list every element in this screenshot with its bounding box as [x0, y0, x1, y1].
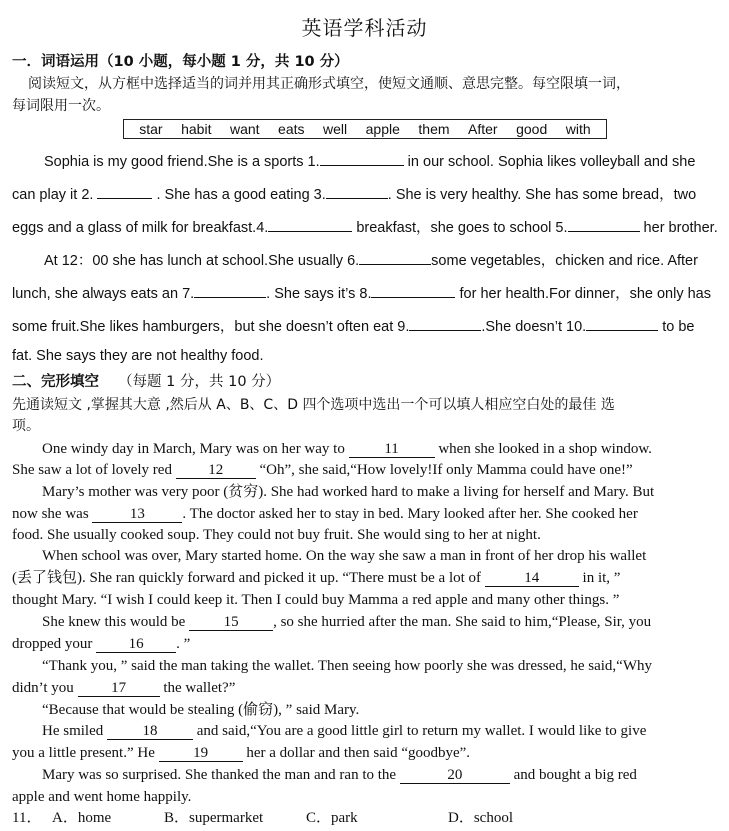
cloze-line: [42, 439, 717, 459]
cloze-text: She knew this would be: [42, 614, 190, 630]
option-a[interactable]: A．home: [52, 810, 112, 826]
cloze-text: and bought a big red: [509, 767, 637, 783]
passage1-line: [12, 183, 717, 205]
answer-blank-5[interactable]: [568, 216, 640, 232]
word-bank-item: them: [418, 121, 450, 137]
cloze-text: , so she hurried after the man. She said to him,“Please, Sir, you: [273, 614, 652, 630]
cloze-text: the wallet?”: [159, 680, 236, 696]
section2-heading: [12, 372, 717, 392]
cloze-line: [12, 460, 717, 480]
passage-text: Sophia is my good friend.She is a sports 1.: [44, 154, 320, 170]
cloze-text: in it, ”: [578, 570, 621, 586]
question-number: 11．: [12, 810, 42, 826]
cloze-line: [12, 504, 717, 524]
cloze-text: He smiled: [42, 723, 107, 739]
word-bank-item: habit: [181, 121, 212, 137]
word-bank-box: [123, 119, 607, 139]
cloze-blank-18[interactable]: 18: [107, 723, 193, 740]
passage-text: some vegetables，chicken and rice. After: [431, 253, 698, 269]
cloze-line: thought Mary. “I wish I could keep it. Then I could buy Mamma a red apple and many other things. ”: [12, 592, 620, 608]
passage-text: for her health.For dinner，she only has: [455, 286, 711, 302]
cloze-blank-14[interactable]: 14: [485, 570, 579, 587]
passage1-line: [12, 315, 717, 337]
answer-blank-6[interactable]: [359, 249, 431, 265]
section2-title: 二、完形填空: [12, 374, 99, 390]
cloze-line: [12, 634, 717, 654]
cloze-blank-20[interactable]: 20: [400, 767, 510, 784]
section1-heading: 一．词语运用（10 小题，每小题 1 分，共 10 分）: [12, 54, 349, 70]
cloze-line: [12, 678, 717, 698]
cloze-text: Mary was so surprised. She thanked the man and ran to the: [42, 767, 400, 783]
answer-blank-2[interactable]: [97, 183, 152, 199]
passage1-line: [12, 216, 717, 238]
cloze-line: Mary’s mother was very poor (贫穷). She had worked hard to make a living for herself and Mary. But: [42, 484, 655, 500]
cloze-text: dropped your: [12, 636, 97, 652]
cloze-line: “Thank you, ” said the man taking the wallet. Then seeing how poorly she was dressed, he said,“Why: [42, 658, 652, 674]
cloze-text: when she looked in a shop window.: [434, 441, 652, 457]
passage1-line: [44, 249, 717, 271]
passage-text: eggs and a glass of milk for breakfast.4.: [12, 220, 269, 236]
section2-note: （每题 1 分，共 10 分）: [118, 374, 281, 390]
cloze-blank-11[interactable]: 11: [349, 441, 435, 458]
cloze-blank-19[interactable]: 19: [159, 745, 243, 762]
section2-instruction-line2: 项。: [12, 418, 40, 434]
cloze-line: When school was over, Mary started home. On the way she saw a man in front of her drop his wallet: [42, 548, 647, 564]
word-bank-item: star: [139, 121, 163, 137]
cloze-line: [42, 721, 717, 741]
cloze-line: apple and went home happily.: [12, 789, 192, 805]
option-d[interactable]: D．school: [448, 810, 513, 826]
passage-text: . She has a good eating 3.: [152, 187, 326, 203]
answer-blank-4[interactable]: [268, 216, 352, 232]
word-bank-item: apple: [365, 121, 400, 137]
cloze-text: One windy day in March, Mary was on her way to: [42, 441, 349, 457]
section1-instruction-line1: 阅读短文，从方框中选择适当的词并用其正确形式填空，使短文通顺、意思完整。每空限填一词，: [28, 76, 630, 92]
answer-blank-10[interactable]: [586, 315, 658, 331]
passage-text: some fruit.She likes hamburgers，but she doesn’t often eat 9.: [12, 319, 410, 335]
cloze-text: now she was: [12, 506, 93, 522]
cloze-line: [12, 568, 717, 588]
word-bank-item: want: [229, 121, 260, 137]
answer-blank-9[interactable]: [409, 315, 481, 331]
answer-blank-8[interactable]: [371, 282, 455, 298]
cloze-line: [42, 612, 717, 632]
cloze-blank-16[interactable]: 16: [96, 636, 176, 653]
word-bank-item: After: [468, 121, 498, 137]
word-bank-item: eats: [278, 121, 305, 137]
word-bank-item: good: [516, 121, 548, 137]
passage-text: At 12：00 she has lunch at school.She usually 6.: [44, 253, 360, 269]
cloze-text: her a dollar and then said “goodbye”.: [242, 745, 471, 761]
question-11-options: [12, 808, 717, 828]
passage1-line: [44, 150, 717, 172]
cloze-text: and said,“You are a good little girl to return my wallet. I would like to give: [193, 723, 647, 739]
page-title: 英语学科活动: [301, 16, 428, 40]
passage-text: can play it 2.: [12, 187, 98, 203]
cloze-line: [42, 765, 717, 785]
answer-blank-3[interactable]: [326, 183, 388, 199]
cloze-blank-13[interactable]: 13: [92, 506, 182, 523]
cloze-blank-12[interactable]: 12: [176, 462, 256, 479]
cloze-text: . The doctor asked her to stay in bed. Mary looked after her. She cooked her: [182, 506, 638, 522]
section1-instruction-line2: 每词限用一次。: [12, 98, 110, 114]
passage-text: breakfast，she goes to school 5.: [352, 220, 568, 236]
passage-text: her brother.: [639, 220, 718, 236]
cloze-text: didn’t you: [12, 680, 78, 696]
cloze-line: [12, 743, 717, 763]
word-bank-item: well: [323, 121, 348, 137]
option-c[interactable]: C．park: [306, 810, 358, 826]
word-bank-item: with: [565, 121, 591, 137]
passage-text: lunch, she always eats an 7.: [12, 286, 195, 302]
passage-text: in our school. Sophia likes volleyball and she: [403, 154, 696, 170]
option-b[interactable]: B．supermarket: [164, 810, 264, 826]
passage-text: to be: [658, 319, 695, 335]
cloze-line: food. She usually cooked soup. They could not buy fruit. She would sing to her at night.: [12, 527, 541, 543]
cloze-line: “Because that would be stealing (偷窃), ” said Mary.: [42, 702, 360, 718]
cloze-text: “Oh”, she said,“How lovely!If only Mamma could have one!”: [255, 462, 633, 478]
passage-text: .She doesn’t 10.: [481, 319, 587, 335]
cloze-blank-17[interactable]: 17: [78, 680, 160, 697]
cloze-text: you a little present.” He: [12, 745, 159, 761]
cloze-blank-15[interactable]: 15: [189, 614, 273, 631]
passage-text: . She is very healthy. She has some bread，two: [387, 187, 697, 203]
answer-blank-1[interactable]: [320, 150, 404, 166]
passage1-line: [12, 282, 717, 304]
cloze-text: . ”: [176, 636, 191, 652]
passage-text: . She says it’s 8.: [266, 286, 372, 302]
cloze-text: (丢了钱包). She ran quickly forward and picked it up. “There must be a lot of: [12, 570, 485, 586]
passage1-line: fat. She says they are not healthy food.: [12, 348, 264, 364]
cloze-text: She saw a lot of lovely red: [12, 462, 176, 478]
section2-instruction-line1: 先通读短文 ,掌握其大意 ,然后从 A、B、C、D 四个选项中选出一个可以填人相应空白处的最佳 选: [12, 397, 615, 413]
answer-blank-7[interactable]: [194, 282, 266, 298]
